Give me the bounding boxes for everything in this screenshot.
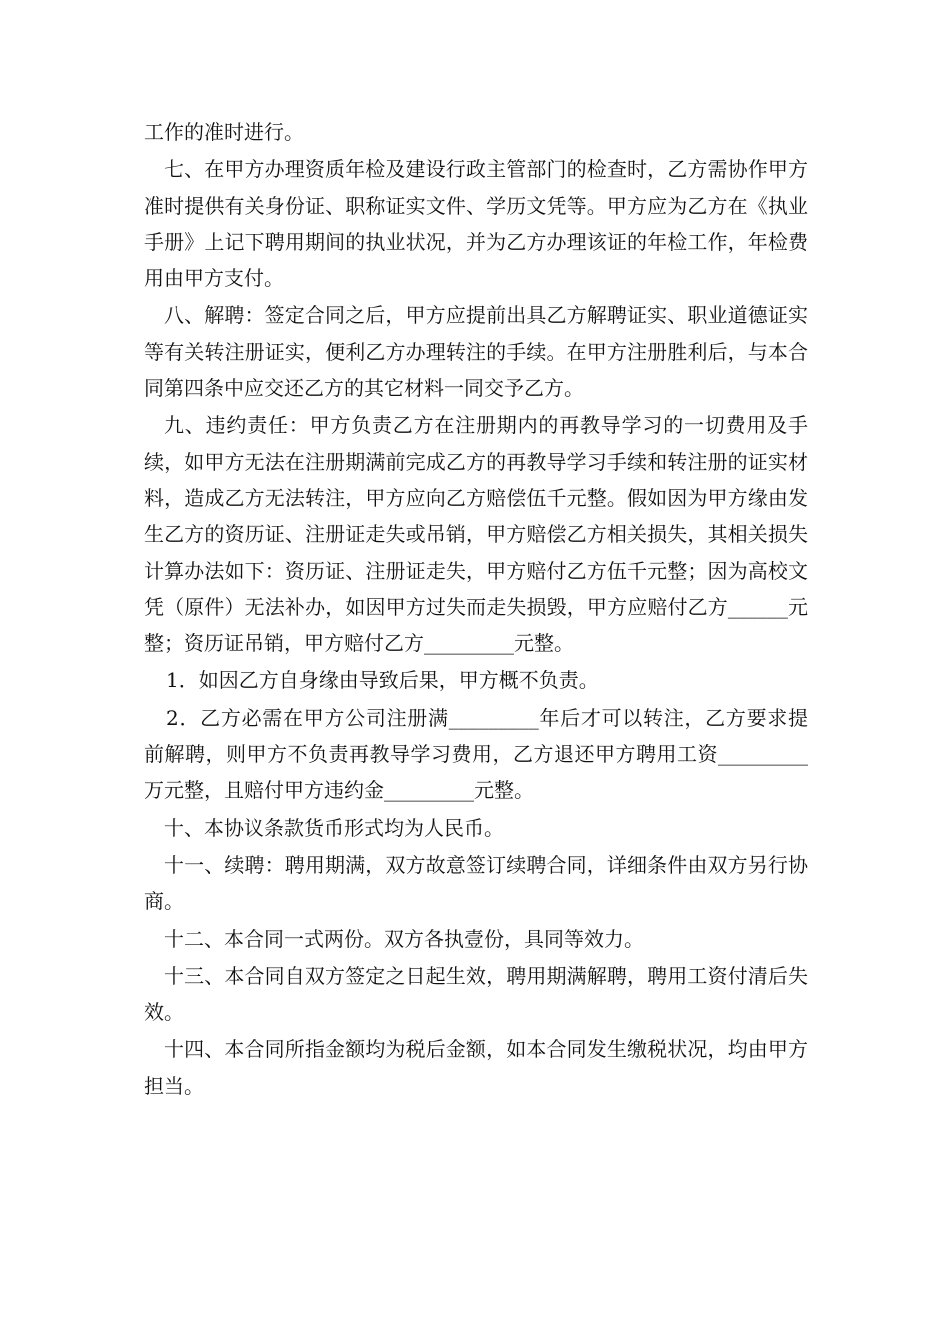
- clause-8-dismissal: 八、解聘：签定合同之后，甲方应提前出具乙方解聘证实、职业道德证实等有关转注册证实，便利乙方办理转注的手续。在甲方注册胜利后，与本合同第四条中应交还乙方的其它材料一同交予乙方。: [144, 303, 808, 401]
- clause-13-effective-date: 十三、本合同自双方签定之日起生效，聘用期满解聘，聘用工资付清后失效。: [144, 963, 808, 1025]
- paragraph-continuation: 工作的准时进行。: [144, 120, 304, 144]
- clause-9-item-2: 2．乙方必需在甲方公司注册满_________年后才可以转注，乙方要求提前解聘，则甲方不负责再教导学习费用，乙方退还甲方聘用工资_________万元整，且赔付甲方违约金_________元整。: [144, 705, 808, 803]
- clause-12-copies: 十二、本合同一式两份。双方各执壹份，具同等效力。: [164, 926, 644, 951]
- clause-9-item-1: 1．如因乙方自身缘由导致后果，甲方概不负责。: [166, 668, 599, 693]
- clause-14-tax: 十四、本合同所指金额均为税后金额，如本合同发生缴税状况，均由甲方担当。: [144, 1037, 808, 1098]
- clause-11-renewal: 十一、续聘：聘用期满，双方故意签订续聘合同，详细条件由双方另行协商。: [144, 852, 808, 914]
- clause-7-qualification-inspection: 七、在甲方办理资质年检及建设行政主管部门的检查时，乙方需协作甲方准时提供有关身份证、职称证实文件、学历文凭等。甲方应为乙方在《执业手册》上记下聘用期间的执业状况，并为乙方办理该证的年检工作，年检费用由甲方支付。: [144, 157, 808, 291]
- clause-10-currency: 十、本协议条款货币形式均为人民币。: [164, 815, 504, 840]
- clause-9-breach-liability: 九、违约责任：甲方负责乙方在注册期内的再教导学习的一切费用及手续，如甲方无法在注册期满前完成乙方的再教导学习手续和转注册的证实材料，造成乙方无法转注，甲方应向乙方赔偿伍千元整。假如因为甲方缘由发生乙方的资历证、注册证走失或吊销，甲方赔偿乙方相关损失，其相关损失计算办法如下：资历证、注册证走失，甲方赔付乙方伍千元整；因为高校文凭（原件）无法补办，如因甲方过失而走失损毁，甲方应赔付乙方______元整；资历证吊销，甲方赔付乙方_________元整。: [144, 413, 808, 656]
- document-page: [144, 114, 808, 1104]
